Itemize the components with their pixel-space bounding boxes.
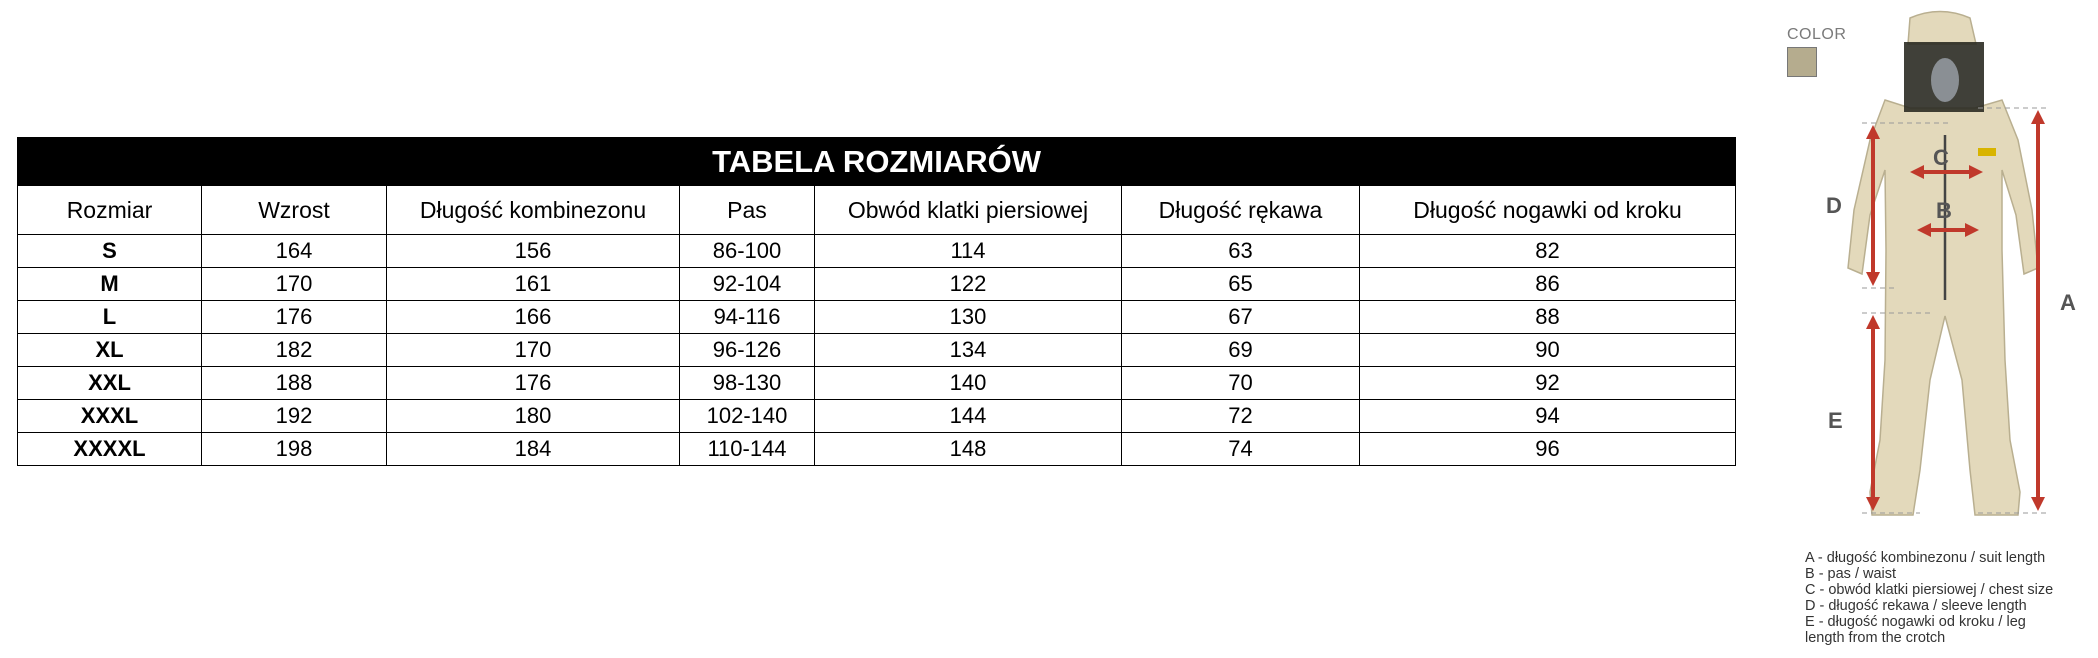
value-cell: 110-144 [680,433,815,466]
value-cell: 98-130 [680,367,815,400]
size-chart-table [17,137,1736,466]
size-cell: M [18,268,202,301]
mannequin-head [1931,58,1959,102]
value-cell: 92 [1360,367,1736,400]
value-cell: 69 [1122,334,1360,367]
value-cell: 102-140 [680,400,815,433]
size-cell: S [18,235,202,268]
table-header-row [18,186,1736,235]
legend-item-e: E - długość nogawki od kroku / leg [1805,614,2026,630]
value-cell: 134 [815,334,1122,367]
legend-item-a: A - długość kombinezonu / suit length [1805,550,2046,566]
value-cell: 130 [815,301,1122,334]
column-header: Wzrost [202,186,387,235]
value-cell: 164 [202,235,387,268]
value-cell: 161 [387,268,680,301]
table-row [18,367,1736,400]
legend-item-e-cont: length from the crotch [1805,630,1946,646]
value-cell: 182 [202,334,387,367]
marker-d: D [1826,193,1842,218]
value-cell: 88 [1360,301,1736,334]
size-cell: XL [18,334,202,367]
column-header: Długość nogawki od kroku [1360,186,1736,235]
suit-logo [1978,148,1996,156]
value-cell: 170 [387,334,680,367]
value-cell: 82 [1360,235,1736,268]
value-cell: 148 [815,433,1122,466]
legend-item-c: C - obwód klatki piersiowej / chest size [1805,582,2054,598]
color-label: COLOR [1787,26,1847,43]
value-cell: 156 [387,235,680,268]
value-cell: 72 [1122,400,1360,433]
value-cell: 198 [202,433,387,466]
value-cell: 67 [1122,301,1360,334]
value-cell: 188 [202,367,387,400]
value-cell: 166 [387,301,680,334]
value-cell: 90 [1360,334,1736,367]
suit-figure [1848,12,2038,516]
size-cell: XXXXL [18,433,202,466]
size-cell: L [18,301,202,334]
table-title: TABELA ROZMIARÓW [18,138,1736,186]
value-cell: 86-100 [680,235,815,268]
marker-c: C [1933,145,1949,170]
size-cell: XXXL [18,400,202,433]
column-header: Długość rękawa [1122,186,1360,235]
table-row [18,334,1736,367]
table-row [18,301,1736,334]
value-cell: 96 [1360,433,1736,466]
legend-item-b: B - pas / waist [1805,566,1897,582]
value-cell: 122 [815,268,1122,301]
value-cell: 170 [202,268,387,301]
legend-item-d: D - długość rekawa / sleeve length [1805,598,2027,614]
column-header: Długość kombinezonu [387,186,680,235]
size-cell: XXL [18,367,202,400]
table-row [18,400,1736,433]
value-cell: 144 [815,400,1122,433]
value-cell: 74 [1122,433,1360,466]
value-cell: 140 [815,367,1122,400]
marker-b: B [1936,198,1952,223]
table-row [18,268,1736,301]
marker-e: E [1828,408,1843,433]
value-cell: 65 [1122,268,1360,301]
column-header: Pas [680,186,815,235]
value-cell: 114 [815,235,1122,268]
value-cell: 176 [387,367,680,400]
table-row [18,433,1736,466]
value-cell: 180 [387,400,680,433]
column-header: Obwód klatki piersiowej [815,186,1122,235]
value-cell: 176 [202,301,387,334]
marker-a: A [2060,290,2076,315]
value-cell: 96-126 [680,334,815,367]
value-cell: 94 [1360,400,1736,433]
value-cell: 70 [1122,367,1360,400]
measurement-legend [1805,550,2095,646]
value-cell: 184 [387,433,680,466]
value-cell: 92-104 [680,268,815,301]
column-header: Rozmiar [18,186,202,235]
value-cell: 94-116 [680,301,815,334]
table-row [18,235,1736,268]
value-cell: 192 [202,400,387,433]
value-cell: 86 [1360,268,1736,301]
value-cell: 63 [1122,235,1360,268]
